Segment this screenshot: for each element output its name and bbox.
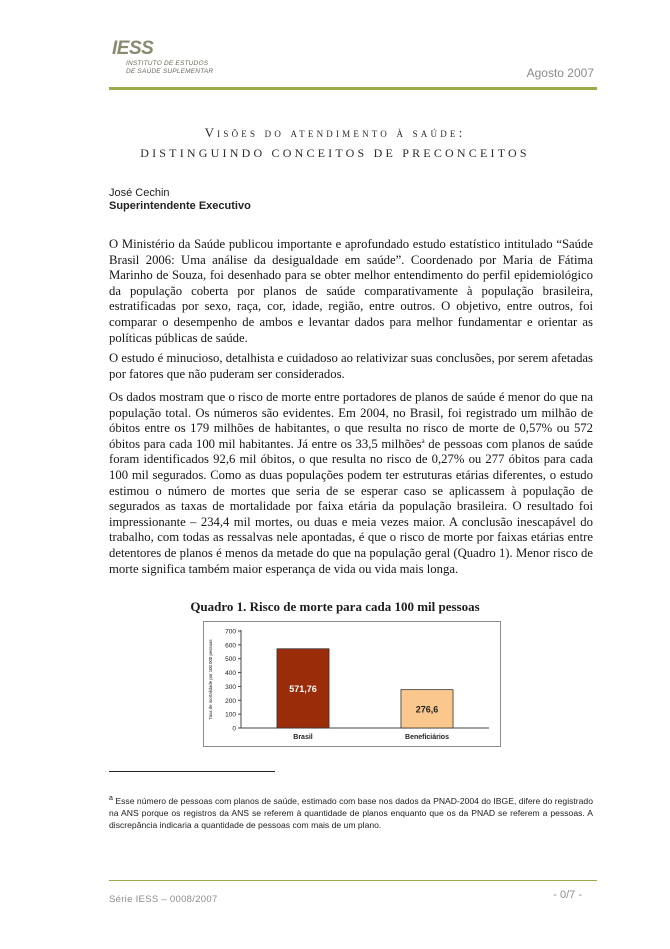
x-category-label: Brasil [293,734,313,741]
figure-caption: Quadro 1. Risco de morte para cada 100 mil pessoas [190,599,480,614]
y-tick-label: 100 [225,711,236,719]
bar-chart [204,622,500,746]
iess-logo [108,38,218,82]
footnote-reference-marker: a [421,436,425,445]
y-tick-label: 600 [225,642,236,650]
body-paragraph-2: O estudo é minucioso, detalhista e cuidadoso ao relativizar suas conclusões, por serem afetadas por fatores que não puderam ser considerados. [109,351,593,381]
y-tick-label: 200 [225,697,236,705]
author-role: Superintendente Executivo [109,200,251,212]
document-title-line-1: Visões do atendimento à saúde: [204,125,466,140]
logo-wordmark: IESS [112,38,154,59]
y-axis-label: Taxa de mortalidade por 100.000 pessoas [208,639,213,720]
logo-subtitle-line-2: DE SAÚDE SUPLEMENTAR [126,68,214,75]
bar-value-label: 571,76 [289,683,317,694]
chart-frame [203,621,501,747]
logo-subtitle-line-1: INSTITUTO DE ESTUDOS [126,60,209,67]
footnote-text: Esse número de pessoas com planos de saúde, estimado com base nos dados da PNAD-2004 do IBGE, difere do registrado na ANS porque os registros da ANS se referem à quantidade de planos enquanto que os da PNAD se referem a pessoas. A discrepância indicaria a quantidade de pessoas com mais de um plano. [109,796,593,831]
y-tick-label: 300 [225,683,236,691]
footer-series: Série IESS – 0008/2007 [109,894,218,905]
page-number: - 0/7 - [553,889,582,901]
y-tick-label: 0 [232,725,236,733]
document-title-line-2: DISTINGUINDO CONCEITOS DE PRECONCEITOS [140,146,530,160]
paragraph-3-part-1: Os dados mostram que o risco de morte entre portadores de planos de saúde é menor do que na população total. Os números são evidentes. Em 2004, no Brasil, foi registrado um milhão de óbitos entre os 179 milhões de habitantes, o que resulta no risco de morte de 0,57% ou 572 óbitos para cada 100 mil habitantes. Já entre os 33,5 milhões [109,390,593,451]
body-paragraph-3 [109,390,593,577]
header-date: Agosto 2007 [526,66,594,80]
footnote [109,795,593,832]
y-tick-label: 500 [225,656,236,664]
body-paragraph-1: O Ministério da Saúde publicou importante e aprofundado estudo estatístico intitulado “Saúde Brasil 2006: Uma análise da desigualdade em saúde”. Coordenado por Maria de Fátima Marinho de Souza, foi desenhado para se obter melhor entendimento do perfil epidemiológico da população coberta por planos de saúde comparativamente à população brasileira, estratificadas por sexo, raça, cor, idade, região, entre outros. O objetivo, entre outros, foi comparar o desempenho de ambos e levantar dados para melhor fundamentar e orientar as políticas públicas de saúde. [109,237,593,345]
y-tick-label: 400 [225,670,236,678]
y-tick-label: 700 [225,628,236,636]
footnote-divider [109,771,275,772]
header-divider [109,87,597,90]
x-category-label: Beneficiários [405,734,449,741]
footer-divider [109,880,597,881]
author-name: José Cechin [109,187,170,199]
bar-value-label: 276,6 [415,704,439,715]
paragraph-3-part-2: de pessoas com planos de saúde foram identificados 92,6 mil óbitos, o que resulta no risco de 0,27% ou 277 óbitos para cada 100 mil segurados. Como as duas populações podem ter estruturas etárias diferentes, o estudo estimou o número de mortes que seria de se esperar caso se aplicassem à população de segurados as taxas de mortalidade por faixa etária da população brasileira. O resultado foi impressionante – 234,4 mil mortes, ou duas e meia vezes maior. A conclusão inescapável do trabalho, com todas as ressalvas nele apontadas, é que o risco de morte por faixas etárias entre detentores de planos é menos da metade do que na população geral (Quadro 1). Menor risco de morte significa também maior esperança de vida ou vida mais longa. [109,436,593,576]
footnote-marker: a [109,795,113,803]
